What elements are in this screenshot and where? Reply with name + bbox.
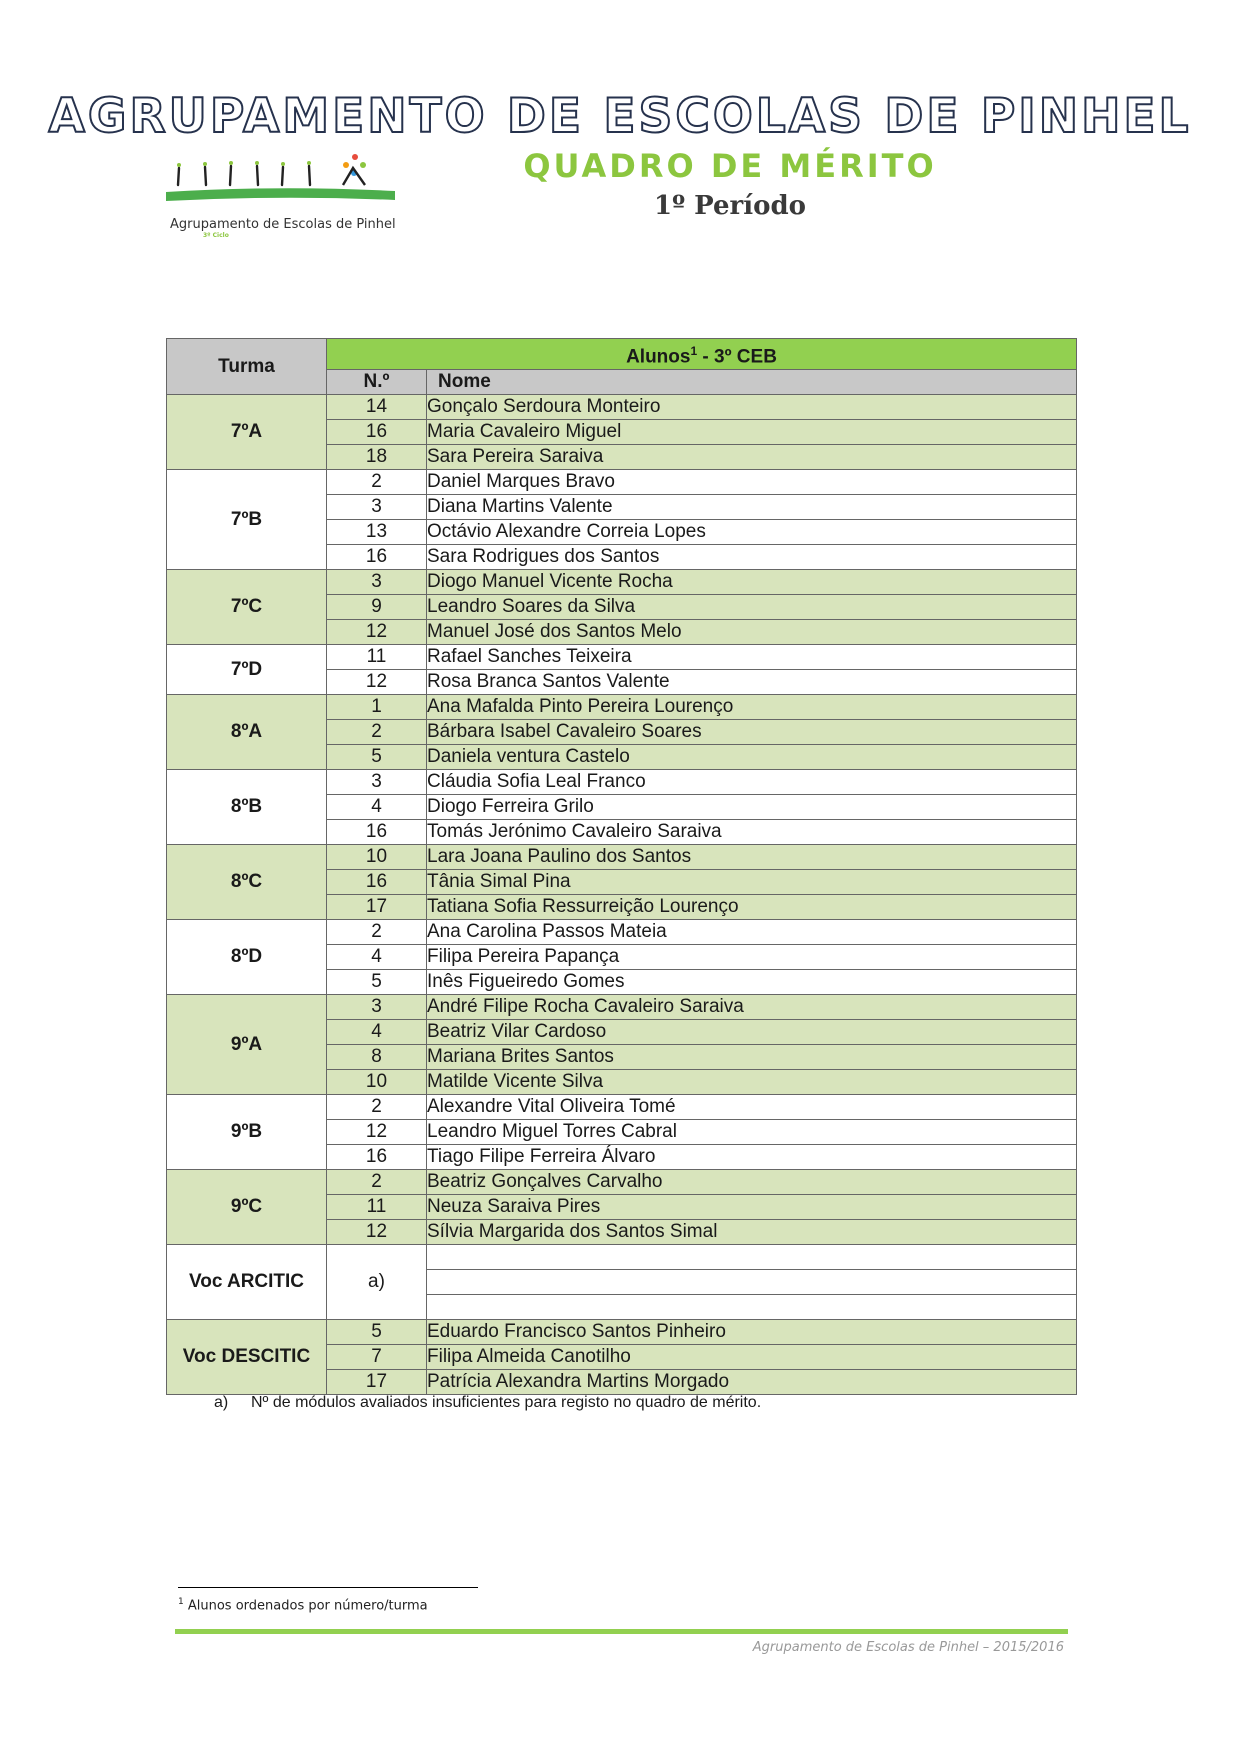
turma-cell: 8ºD <box>167 920 327 995</box>
student-name: Beatriz Gonçalves Carvalho <box>427 1170 1077 1195</box>
student-name: Diogo Manuel Vicente Rocha <box>427 570 1077 595</box>
turma-cell: 8ºA <box>167 695 327 770</box>
student-number: 7 <box>327 1345 427 1370</box>
student-name: Neuza Saraiva Pires <box>427 1195 1077 1220</box>
student-name: Alexandre Vital Oliveira Tomé <box>427 1095 1077 1120</box>
footnote <box>178 1597 428 1613</box>
turma-cell: 7ºB <box>167 470 327 570</box>
student-number: 10 <box>327 1070 427 1095</box>
note-marker: a) <box>214 1394 229 1411</box>
student-name: Sara Pereira Saraiva <box>427 445 1077 470</box>
student-name: Daniel Marques Bravo <box>427 470 1077 495</box>
student-name: Tomás Jerónimo Cavaleiro Saraiva <box>427 820 1077 845</box>
student-name: Bárbara Isabel Cavaleiro Soares <box>427 720 1077 745</box>
student-name: Rafael Sanches Teixeira <box>427 645 1077 670</box>
turma-cell: 7ºC <box>167 570 327 645</box>
school-title: AGRUPAMENTO DE ESCOLAS DE PINHEL <box>48 89 1192 144</box>
footer-text: Agrupamento de Escolas de Pinhel – 2015/2016 <box>752 1640 1064 1655</box>
footnote-mark: 1 <box>178 1597 184 1607</box>
alunos-label: Alunos <box>626 346 691 368</box>
student-number: 2 <box>327 470 427 495</box>
student-number: 13 <box>327 520 427 545</box>
student-row <box>167 645 1077 670</box>
student-number: 16 <box>327 870 427 895</box>
student-number: 12 <box>327 670 427 695</box>
student-name: Tiago Filipe Ferreira Álvaro <box>427 1145 1077 1170</box>
student-row <box>167 570 1077 595</box>
student-name: Filipa Almeida Canotilho <box>427 1345 1077 1370</box>
student-name: Sara Rodrigues dos Santos <box>427 545 1077 570</box>
student-number: 3 <box>327 570 427 595</box>
student-row <box>167 1170 1077 1195</box>
student-row <box>167 770 1077 795</box>
student-name: Eduardo Francisco Santos Pinheiro <box>427 1320 1077 1345</box>
document-subtitle: QUADRO DE MÉRITO <box>523 147 937 185</box>
student-name: Tatiana Sofia Ressurreição Lourenço <box>427 895 1077 920</box>
footnote-separator <box>178 1587 478 1588</box>
turma-cell: 7ºA <box>167 395 327 470</box>
student-number: 14 <box>327 395 427 420</box>
turma-cell: Voc DESCITIC <box>167 1320 327 1395</box>
student-number: 17 <box>327 1370 427 1395</box>
student-row <box>167 845 1077 870</box>
student-name: Leandro Soares da Silva <box>427 595 1077 620</box>
student-number: 1 <box>327 695 427 720</box>
logo-caption: Agrupamento de Escolas de Pinhel <box>170 217 396 232</box>
turma-cell: 9ºA <box>167 995 327 1095</box>
student-name: Ana Carolina Passos Mateia <box>427 920 1077 945</box>
student-name: Matilde Vicente Silva <box>427 1070 1077 1095</box>
student-name: Tânia Simal Pina <box>427 870 1077 895</box>
student-name: Daniela ventura Castelo <box>427 745 1077 770</box>
turma-cell: 9ºB <box>167 1095 327 1170</box>
student-number: 5 <box>327 970 427 995</box>
student-name: Leandro Miguel Torres Cabral <box>427 1120 1077 1145</box>
student-row <box>167 470 1077 495</box>
note-text: Nº de módulos avaliados insuficientes para registo no quadro de mérito. <box>251 1394 762 1411</box>
student-row <box>167 695 1077 720</box>
nome-header: Nome <box>427 370 1077 395</box>
student-number: 2 <box>327 720 427 745</box>
alunos-suffix: - 3º CEB <box>697 346 777 368</box>
student-name: Lara Joana Paulino dos Santos <box>427 845 1077 870</box>
student-name: Gonçalo Serdoura Monteiro <box>427 395 1077 420</box>
note-mark-cell: a) <box>327 1245 427 1320</box>
student-number: 9 <box>327 595 427 620</box>
student-number: 12 <box>327 1120 427 1145</box>
student-number: 2 <box>327 1170 427 1195</box>
student-name: Diogo Ferreira Grilo <box>427 795 1077 820</box>
student-number: 2 <box>327 920 427 945</box>
student-name: Diana Martins Valente <box>427 495 1077 520</box>
student-number: 5 <box>327 1320 427 1345</box>
student-number: 17 <box>327 895 427 920</box>
num-header: N.º <box>327 370 427 395</box>
student-name: Patrícia Alexandra Martins Morgado <box>427 1370 1077 1395</box>
student-number: 4 <box>327 1020 427 1045</box>
student-number: 18 <box>327 445 427 470</box>
student-number: 16 <box>327 1145 427 1170</box>
student-number: 11 <box>327 645 427 670</box>
student-name: Inês Figueiredo Gomes <box>427 970 1077 995</box>
student-number: 3 <box>327 495 427 520</box>
student-name: Beatriz Vilar Cardoso <box>427 1020 1077 1045</box>
merit-table <box>166 338 1077 1395</box>
footnote-ref: 1 <box>690 344 698 358</box>
student-number: 12 <box>327 620 427 645</box>
student-row <box>167 995 1077 1020</box>
turma-cell: 8ºC <box>167 845 327 920</box>
table-note <box>214 1394 761 1412</box>
empty-name-cell <box>427 1270 1077 1295</box>
turma-cell: 8ºB <box>167 770 327 845</box>
student-row <box>167 920 1077 945</box>
student-name: Cláudia Sofia Leal Franco <box>427 770 1077 795</box>
student-row <box>167 1320 1077 1345</box>
empty-row <box>167 1245 1077 1270</box>
footer-divider <box>175 1629 1068 1634</box>
student-number: 3 <box>327 770 427 795</box>
student-name: André Filipe Rocha Cavaleiro Saraiva <box>427 995 1077 1020</box>
student-name: Mariana Brites Santos <box>427 1045 1077 1070</box>
logo-cycle-label: 3º Ciclo <box>203 232 229 239</box>
student-name: Rosa Branca Santos Valente <box>427 670 1077 695</box>
student-number: 2 <box>327 1095 427 1120</box>
student-row <box>167 1095 1077 1120</box>
student-number: 11 <box>327 1195 427 1220</box>
empty-name-cell <box>427 1295 1077 1320</box>
empty-name-cell <box>427 1245 1077 1270</box>
student-number: 16 <box>327 545 427 570</box>
student-number: 4 <box>327 945 427 970</box>
period-label: 1º Período <box>654 191 806 221</box>
student-name: Manuel José dos Santos Melo <box>427 620 1077 645</box>
alunos-header <box>327 339 1077 370</box>
footnote-text: Alunos ordenados por número/turma <box>183 1598 428 1614</box>
student-name: Sílvia Margarida dos Santos Simal <box>427 1220 1077 1245</box>
student-name: Ana Mafalda Pinto Pereira Lourenço <box>427 695 1077 720</box>
student-number: 16 <box>327 820 427 845</box>
student-row <box>167 395 1077 420</box>
student-number: 16 <box>327 420 427 445</box>
turma-header: Turma <box>167 339 327 395</box>
turma-cell: 7ºD <box>167 645 327 695</box>
student-number: 4 <box>327 795 427 820</box>
student-number: 3 <box>327 995 427 1020</box>
student-name: Filipa Pereira Papança <box>427 945 1077 970</box>
student-number: 12 <box>327 1220 427 1245</box>
turma-cell: 9ºC <box>167 1170 327 1245</box>
student-number: 5 <box>327 745 427 770</box>
student-name: Octávio Alexandre Correia Lopes <box>427 520 1077 545</box>
student-name: Maria Cavaleiro Miguel <box>427 420 1077 445</box>
student-number: 10 <box>327 845 427 870</box>
student-number: 8 <box>327 1045 427 1070</box>
turma-cell: Voc ARCITIC <box>167 1245 327 1320</box>
